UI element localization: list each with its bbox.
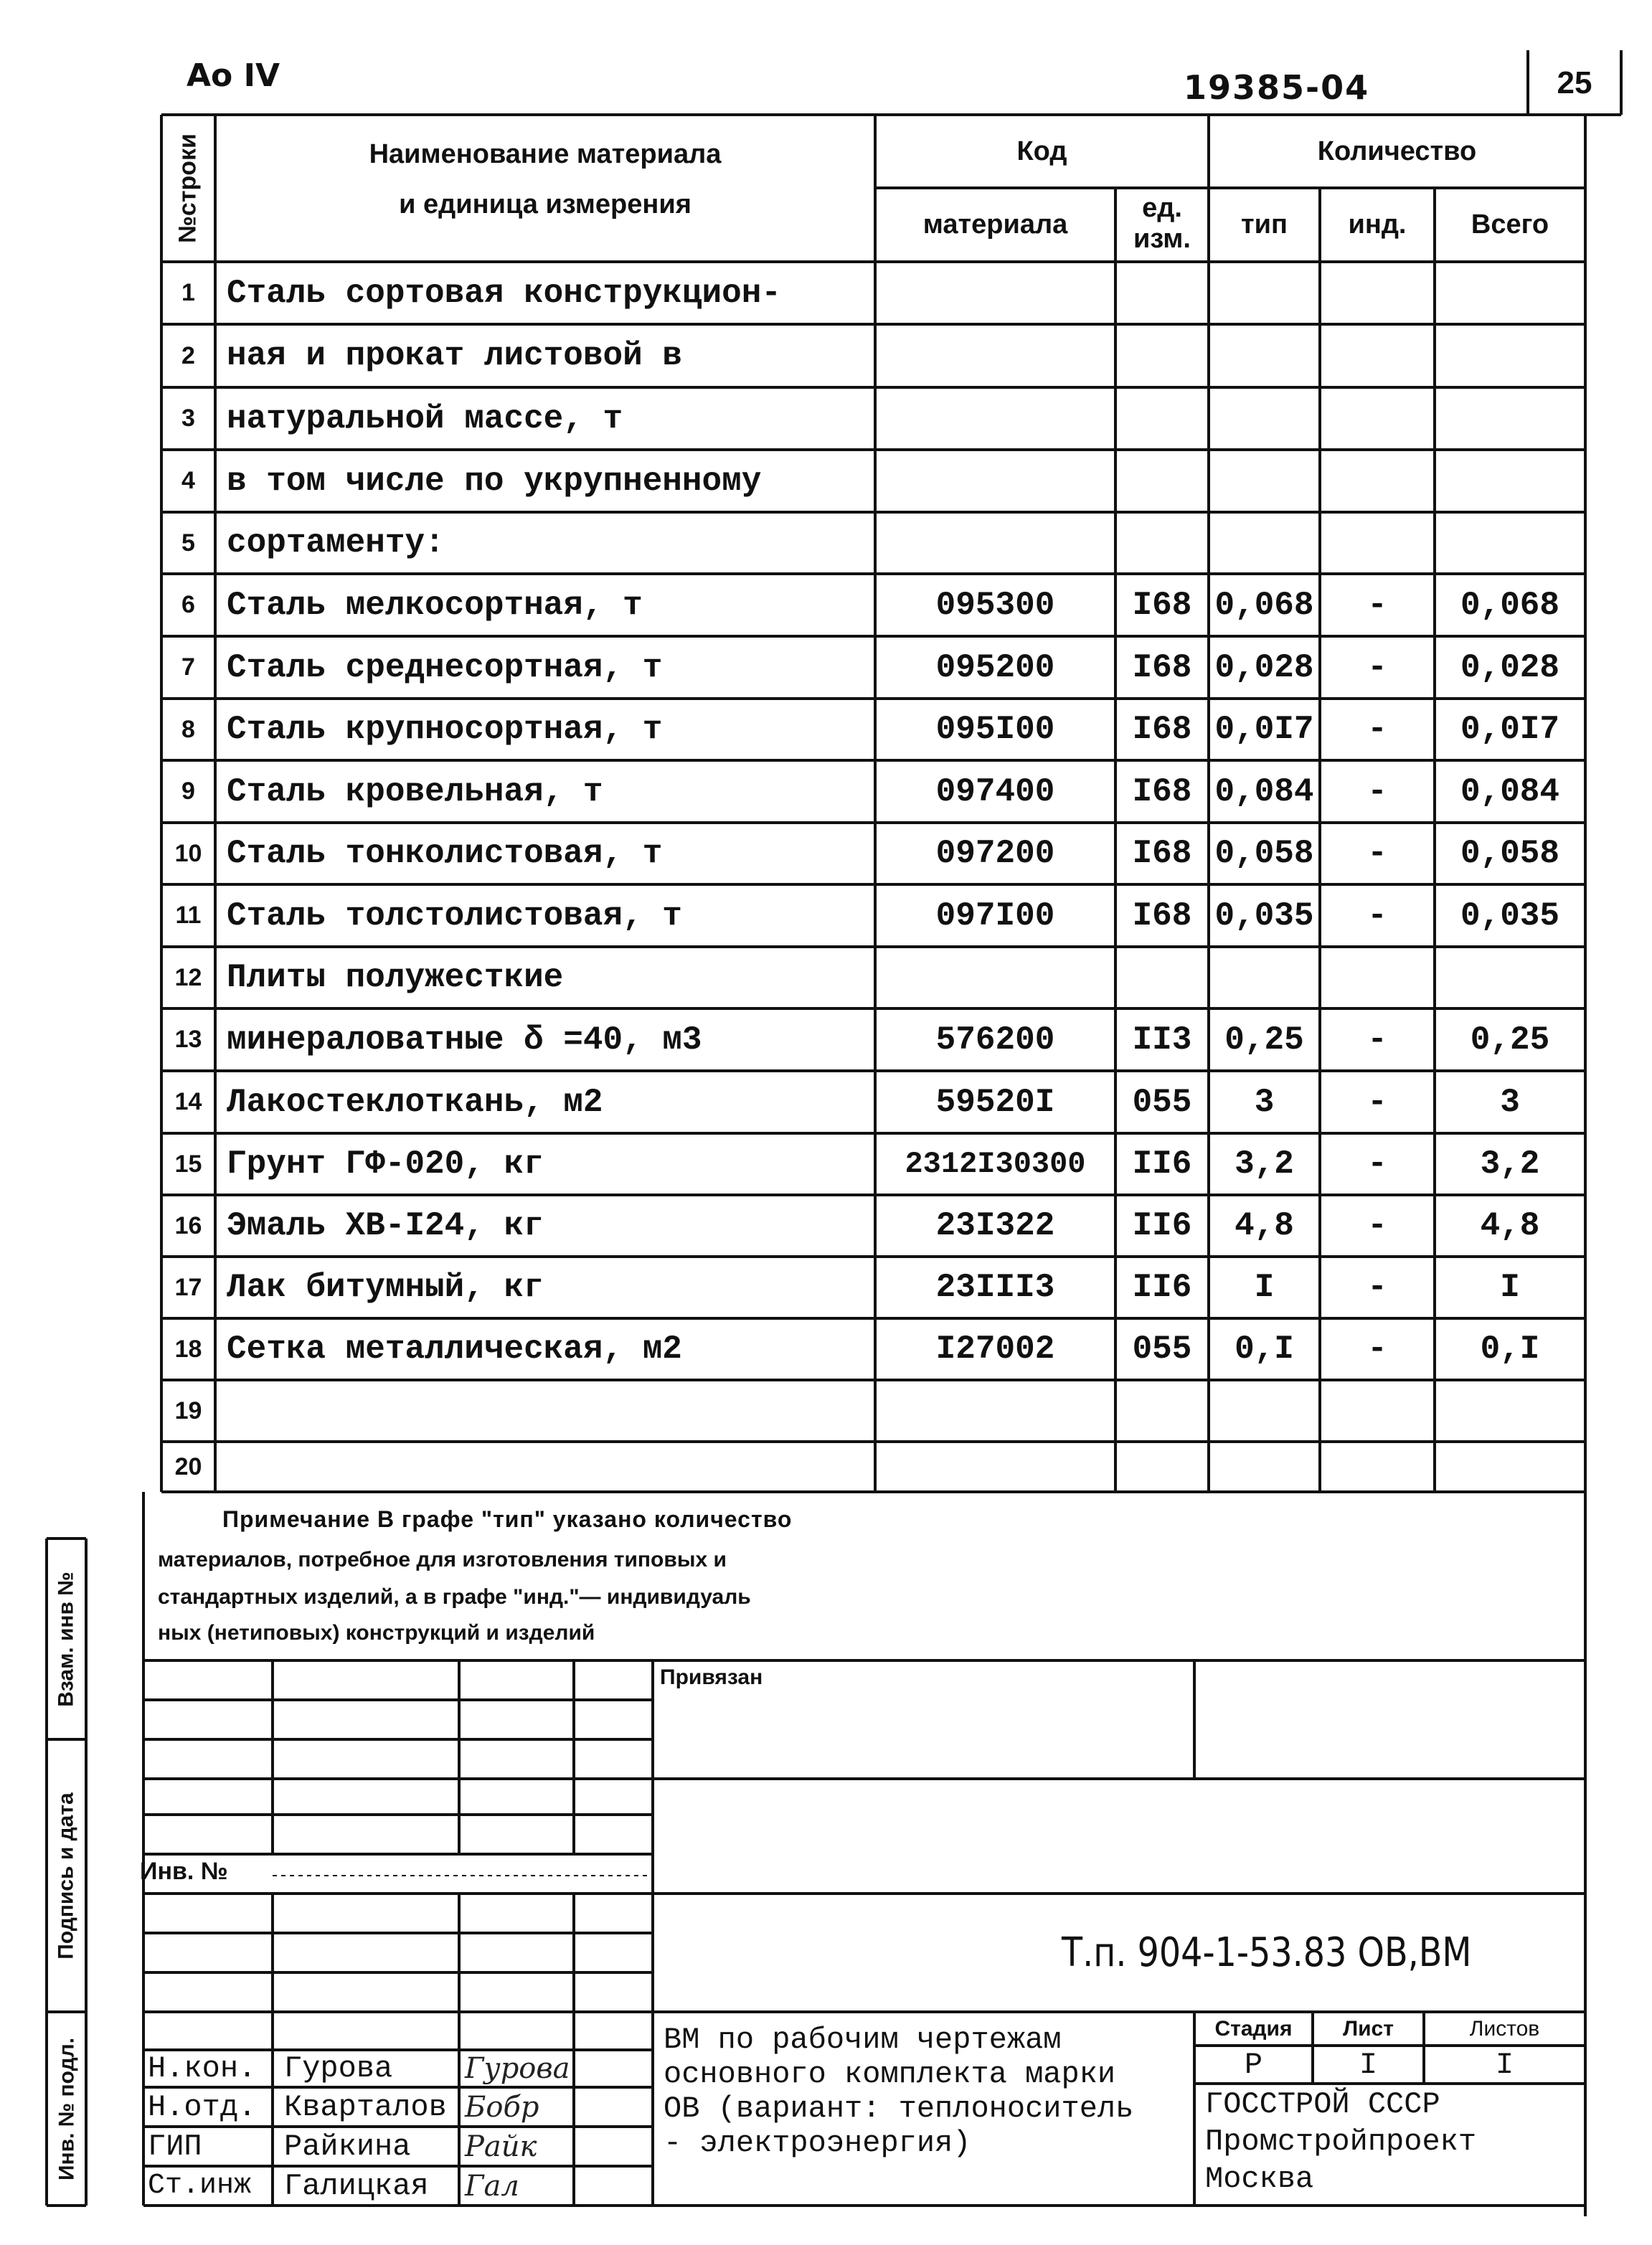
quantity-total: 0,084 bbox=[1460, 772, 1560, 810]
row-number: 19 bbox=[174, 1396, 202, 1424]
quantity-typ: 4,8 bbox=[1235, 1207, 1294, 1244]
quantity-total: 4,8 bbox=[1480, 1207, 1540, 1244]
material-code: 576200 bbox=[935, 1021, 1055, 1059]
row-number: 14 bbox=[174, 1088, 202, 1115]
sheet-label: Лист bbox=[1343, 2016, 1394, 2041]
column-header-ind: инд. bbox=[1348, 209, 1407, 240]
quantity-total: 0,068 bbox=[1460, 586, 1560, 624]
material-code: 23I322 bbox=[935, 1207, 1055, 1244]
row-number: 7 bbox=[181, 653, 195, 681]
unit-code: I68 bbox=[1132, 835, 1192, 872]
quantity-ind: - bbox=[1367, 1331, 1387, 1368]
quantity-typ: I bbox=[1254, 1269, 1275, 1306]
quantity-total: 0,028 bbox=[1460, 648, 1560, 686]
signer-name: Райкина bbox=[284, 2129, 411, 2164]
material-code: 097I00 bbox=[935, 897, 1055, 935]
stage-label: Стадия bbox=[1214, 2016, 1293, 2041]
row-number: 6 bbox=[181, 591, 195, 618]
margin-label-podpis-data: Подпись и дата bbox=[54, 1792, 77, 1960]
description-line: основного комплекта марки bbox=[664, 2057, 1116, 2092]
margin-label-inv-podl: Инв. № подл. bbox=[55, 2037, 78, 2181]
row-number: 10 bbox=[174, 839, 202, 867]
material-code: 097200 bbox=[935, 835, 1055, 872]
unit-code: I68 bbox=[1132, 772, 1192, 810]
material-code: 59520I bbox=[935, 1083, 1055, 1121]
unit-code: I68 bbox=[1132, 897, 1192, 935]
unit-code: II6 bbox=[1132, 1145, 1192, 1183]
description-line: ОВ (вариант: теплоноситель bbox=[664, 2092, 1134, 2126]
material-name: в том числе по укрупненному bbox=[227, 462, 762, 500]
unit-code: 055 bbox=[1132, 1331, 1192, 1368]
material-code: I27002 bbox=[935, 1331, 1055, 1368]
column-header-code: Код bbox=[1016, 136, 1067, 166]
material-name: Плиты полужесткие bbox=[227, 959, 564, 996]
corner-mark: Ао IV bbox=[187, 57, 280, 94]
material-name: Сталь мелкосортная, т bbox=[227, 586, 643, 624]
quantity-total: 3 bbox=[1500, 1083, 1520, 1121]
organization-line: ГОССТРОЙ СССР bbox=[1205, 2087, 1440, 2122]
document-title: Т.п. 904-1-53.83 ОВ,ВМ bbox=[1062, 1929, 1472, 1976]
quantity-ind: - bbox=[1367, 711, 1387, 748]
quantity-typ: 0,25 bbox=[1224, 1021, 1304, 1059]
row-number: 4 bbox=[181, 467, 195, 494]
quantity-ind: - bbox=[1367, 1269, 1387, 1306]
row-number: 11 bbox=[175, 902, 202, 929]
quantity-total: 0,25 bbox=[1470, 1021, 1550, 1059]
page-number: 25 bbox=[1557, 65, 1592, 100]
signature-image: Гал bbox=[465, 2169, 519, 2203]
material-code: 095200 bbox=[935, 648, 1055, 686]
row-number: 5 bbox=[181, 529, 195, 557]
column-header-unit-line1: ед. bbox=[1142, 193, 1182, 223]
material-name: Сталь среднесортная, т bbox=[227, 648, 663, 686]
material-name: минераловатные δ =40, м3 bbox=[227, 1021, 702, 1059]
material-name: Сталь тонколистовая, т bbox=[227, 835, 663, 872]
row-number: 20 bbox=[174, 1452, 202, 1480]
note-line: материалов, потребное для изготовления типовых и bbox=[158, 1548, 727, 1572]
inv-number-label: Инв. № bbox=[140, 1858, 228, 1885]
quantity-ind: - bbox=[1367, 586, 1387, 624]
column-header-unit-line2: изм. bbox=[1133, 224, 1191, 254]
quantity-ind: - bbox=[1367, 1083, 1387, 1121]
quantity-typ: 0,0I7 bbox=[1214, 711, 1314, 748]
quantity-total: 0,058 bbox=[1460, 835, 1560, 872]
description-line: - электроэнергия) bbox=[664, 2126, 971, 2160]
sheets-label: Листов bbox=[1469, 2016, 1540, 2041]
quantity-typ: 3,2 bbox=[1235, 1145, 1294, 1183]
quantity-ind: - bbox=[1367, 1207, 1387, 1244]
column-header-row-number: №строки bbox=[174, 133, 202, 243]
quantity-ind: - bbox=[1367, 1021, 1387, 1059]
note-line: Примечание В графе "тип" указано количество bbox=[222, 1506, 793, 1532]
quantity-total: 0,035 bbox=[1460, 897, 1560, 935]
row-number: 1 bbox=[181, 279, 195, 306]
material-name: Эмаль ХВ-I24, кг bbox=[227, 1207, 544, 1244]
signer-name: Кварталов bbox=[284, 2089, 447, 2125]
row-number: 17 bbox=[174, 1273, 202, 1301]
material-code: 23III3 bbox=[935, 1269, 1055, 1306]
note-line: ных (нетиповых) конструкций и изделий bbox=[158, 1621, 595, 1645]
material-code: 097400 bbox=[935, 772, 1055, 810]
quantity-ind: - bbox=[1367, 897, 1387, 935]
quantity-total: 0,0I7 bbox=[1460, 711, 1560, 748]
quantity-ind: - bbox=[1367, 1145, 1387, 1183]
quantity-typ: 0,068 bbox=[1214, 586, 1314, 624]
organization-line: Промстройпроект bbox=[1205, 2125, 1477, 2159]
row-number: 16 bbox=[174, 1211, 202, 1239]
row-number: 15 bbox=[174, 1150, 202, 1178]
unit-code: I68 bbox=[1132, 648, 1192, 686]
unit-code: II6 bbox=[1132, 1207, 1192, 1244]
margin-label-vzam-inv: Взам. инв № bbox=[54, 1572, 77, 1707]
unit-code: I68 bbox=[1132, 711, 1192, 748]
description-line: ВМ по рабочим чертежам bbox=[664, 2023, 1062, 2057]
unit-code: II6 bbox=[1132, 1269, 1192, 1306]
row-number: 9 bbox=[181, 778, 195, 805]
column-header-name-line1: Наименование материала bbox=[369, 138, 722, 169]
material-name: Сталь крупносортная, т bbox=[227, 711, 663, 748]
signer-role: ГИП bbox=[148, 2129, 202, 2164]
column-header-material: материала bbox=[922, 209, 1068, 240]
row-number: 2 bbox=[181, 341, 195, 369]
privyazan-label: Привязан bbox=[660, 1665, 763, 1689]
column-header-quantity: Количество bbox=[1317, 136, 1477, 166]
signature-image: Бобр bbox=[465, 2090, 539, 2124]
quantity-typ: 0,I bbox=[1235, 1331, 1294, 1368]
quantity-total: 3,2 bbox=[1480, 1145, 1540, 1183]
signer-role: Ст.инж bbox=[148, 2170, 252, 2202]
signature-image: Гурова bbox=[465, 2052, 570, 2085]
signer-name: Галицкая bbox=[284, 2168, 429, 2203]
material-name: ная и прокат листовой в bbox=[227, 337, 682, 374]
column-header-typ: тип bbox=[1241, 209, 1288, 240]
material-name: Грунт ГФ-020, кг bbox=[227, 1145, 544, 1183]
stage-value: Р bbox=[1244, 2047, 1263, 2082]
row-number: 12 bbox=[174, 963, 202, 991]
material-name: Лакостеклоткань, м2 bbox=[227, 1083, 603, 1121]
document-code: 19385-04 bbox=[1184, 68, 1370, 107]
row-number: 8 bbox=[181, 715, 195, 743]
column-header-name-line2: и единица измерения bbox=[399, 189, 692, 219]
quantity-typ: 3 bbox=[1254, 1083, 1275, 1121]
material-code: 2312I30300 bbox=[905, 1147, 1086, 1181]
quantity-typ: 0,084 bbox=[1214, 772, 1314, 810]
quantity-typ: 0,035 bbox=[1214, 897, 1314, 935]
quantity-total: 0,I bbox=[1480, 1331, 1540, 1368]
material-name: Сталь сортовая конструкцион- bbox=[227, 274, 781, 312]
quantity-total: I bbox=[1500, 1269, 1520, 1306]
material-name: Сталь кровельная, т bbox=[227, 772, 603, 810]
row-number: 3 bbox=[181, 405, 195, 432]
row-number: 13 bbox=[174, 1026, 202, 1053]
unit-code: II3 bbox=[1132, 1021, 1192, 1059]
material-name: сортаменту: bbox=[227, 524, 445, 562]
material-name: Сетка металлическая, м2 bbox=[227, 1331, 682, 1368]
quantity-typ: 0,058 bbox=[1214, 835, 1314, 872]
signer-role: Н.кон. bbox=[148, 2051, 257, 2086]
quantity-ind: - bbox=[1367, 835, 1387, 872]
unit-code: I68 bbox=[1132, 586, 1192, 624]
column-header-total: Всего bbox=[1471, 209, 1549, 240]
quantity-ind: - bbox=[1367, 772, 1387, 810]
signature-image: Райк bbox=[465, 2130, 537, 2163]
material-code: 095300 bbox=[935, 586, 1055, 624]
quantity-ind: - bbox=[1367, 648, 1387, 686]
material-name: Сталь толстолистовая, т bbox=[227, 897, 682, 935]
note-line: стандартных изделий, а в графе "инд."— индивидуаль bbox=[158, 1585, 751, 1609]
row-number: 18 bbox=[174, 1335, 202, 1363]
material-name: Лак битумный, кг bbox=[227, 1269, 544, 1306]
material-code: 095I00 bbox=[935, 711, 1055, 748]
organization-line: Москва bbox=[1205, 2162, 1314, 2196]
signer-role: Н.отд. bbox=[148, 2089, 257, 2125]
quantity-typ: 0,028 bbox=[1214, 648, 1314, 686]
material-name: натуральной массе, т bbox=[227, 400, 623, 438]
sheet-value: I bbox=[1359, 2047, 1378, 2082]
signer-name: Гурова bbox=[284, 2051, 393, 2086]
unit-code: 055 bbox=[1132, 1083, 1192, 1121]
sheets-value: I bbox=[1495, 2047, 1514, 2082]
